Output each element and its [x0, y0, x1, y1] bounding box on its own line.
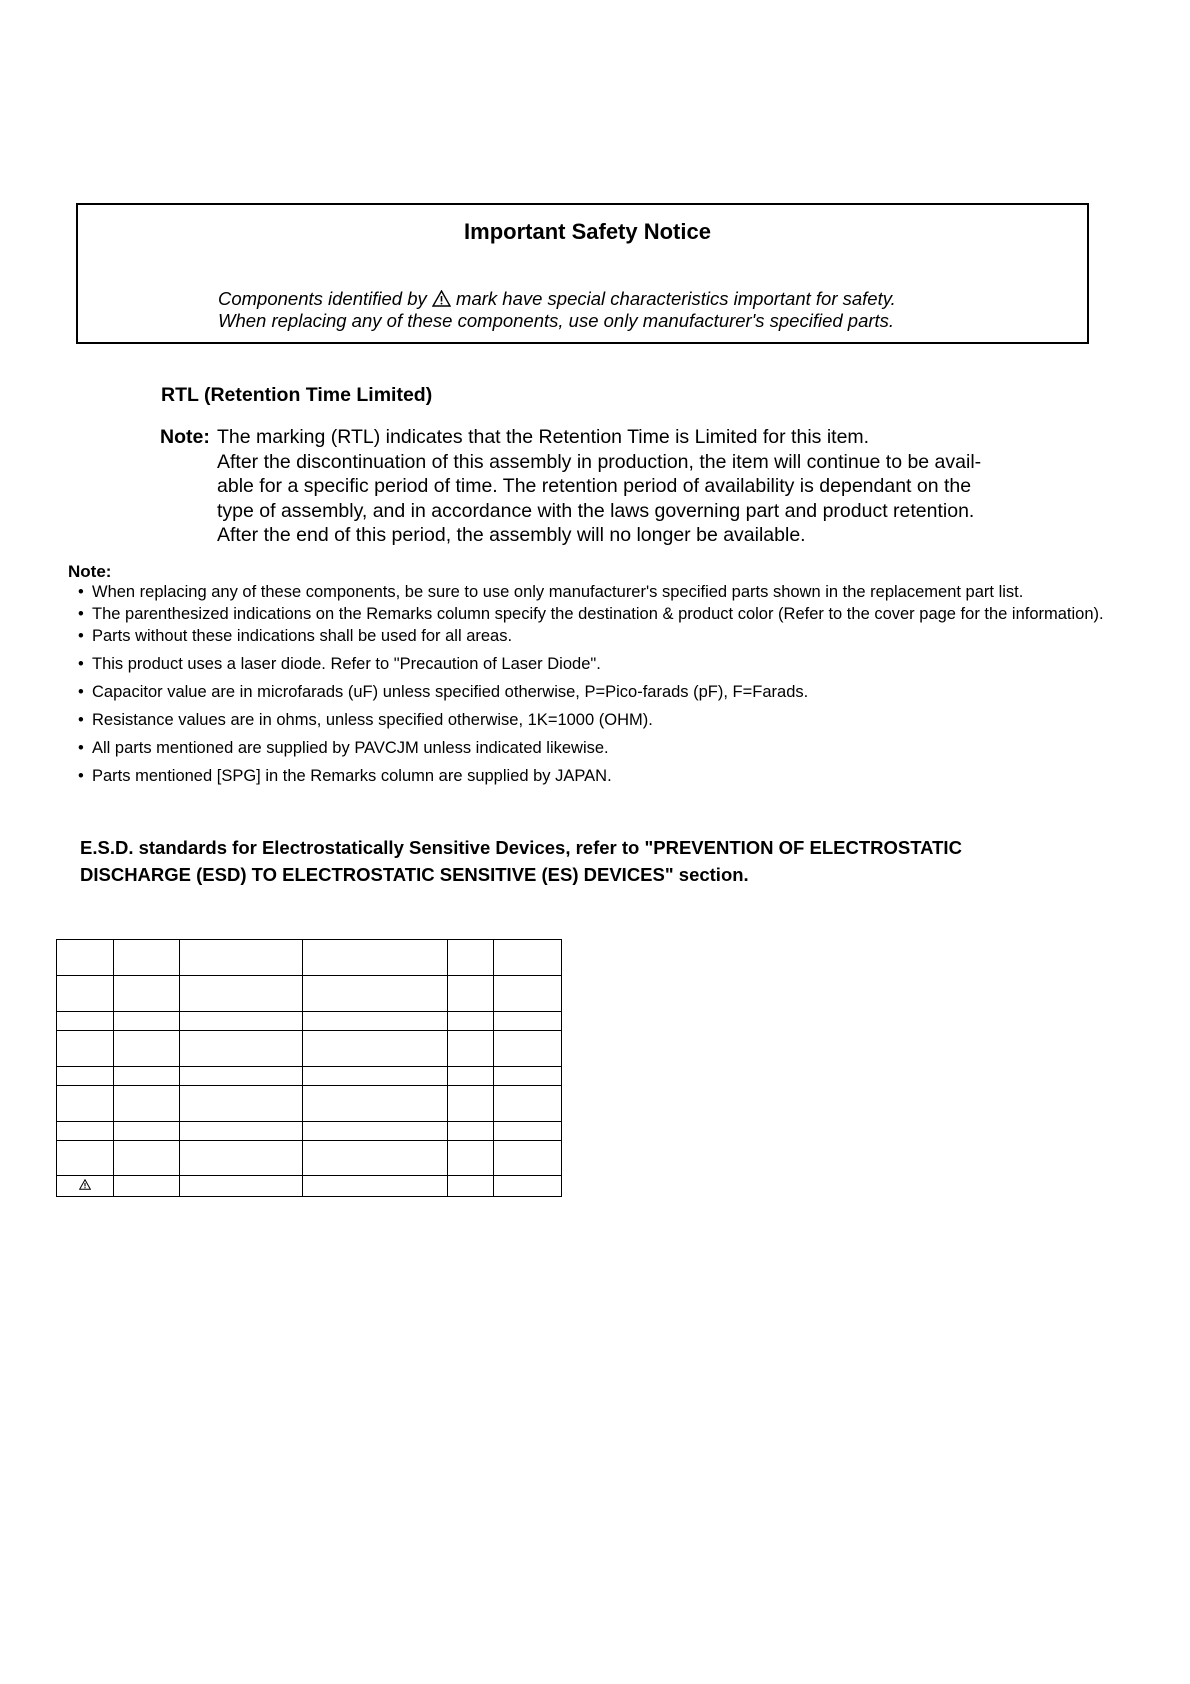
table-cell — [114, 1141, 180, 1176]
table-row — [57, 1141, 562, 1176]
safety-notice-title: Important Safety Notice — [464, 219, 711, 244]
safety-notice-line-1-end: mark have special characteristics important for safety. — [450, 288, 896, 309]
table-cell — [448, 940, 494, 976]
rtl-note-text-0: The marking (RTL) indicates that the Retention Time is Limited for this item. — [217, 426, 870, 448]
table-cell — [180, 940, 303, 976]
parts-table — [56, 939, 562, 1197]
table-cell — [114, 940, 180, 976]
table-cell — [448, 1122, 494, 1141]
table-cell — [448, 1141, 494, 1176]
list-item: • The parenthesized indications on the Remarks column specify the destination & product color (Refer to the cover page for the information). — [78, 604, 1108, 624]
table-cell — [180, 1067, 303, 1086]
table-cell — [494, 940, 562, 976]
table-cell — [448, 1086, 494, 1122]
table-cell — [448, 976, 494, 1012]
table-cell — [57, 940, 114, 976]
table-cell — [57, 976, 114, 1012]
table-cell — [494, 1122, 562, 1141]
table-cell — [494, 1086, 562, 1122]
rtl-note-line-0 — [160, 425, 1040, 450]
table-cell — [114, 1122, 180, 1141]
table-cell — [57, 1086, 114, 1122]
esd-line-1: E.S.D. standards for Electrostatically Sensitive Devices, refer to "PREVENTION OF ELECTROSTATIC — [80, 837, 962, 858]
rtl-note-line-3: type of assembly, and in accordance with the laws governing part and product retention. — [217, 499, 975, 522]
list-item: • This product uses a laser diode. Refer to "Precaution of Laser Diode". — [78, 654, 1108, 674]
warning-triangle-icon — [432, 290, 451, 311]
table-cell — [114, 1067, 180, 1086]
rtl-note-line-4: After the end of this period, the assembly will no longer be available. — [217, 524, 806, 546]
table-cell — [494, 1067, 562, 1086]
notes-list — [78, 582, 1108, 794]
table-cell — [303, 940, 448, 976]
table-cell — [303, 1067, 448, 1086]
table-cell — [180, 1176, 303, 1197]
notes-title: Note: — [68, 562, 112, 581]
table-row — [57, 1086, 562, 1122]
table-cell — [180, 1031, 303, 1067]
table-row — [57, 940, 562, 976]
table-cell — [494, 1012, 562, 1031]
table-cell — [494, 976, 562, 1012]
list-item: • Parts mentioned [SPG] in the Remarks column are supplied by JAPAN. — [78, 766, 1108, 786]
table-cell — [494, 1031, 562, 1067]
list-item: • Resistance values are in ohms, unless specified otherwise, 1K=1000 (OHM). — [78, 710, 1108, 730]
list-item: • Capacitor value are in microfarads (uF) unless specified otherwise, P=Pico-farads (pF), F=Farads. — [78, 682, 1108, 702]
rtl-note-line-1: After the discontinuation of this assembly in production, the item will continue to be avail- — [217, 450, 982, 473]
table-row — [57, 1122, 562, 1141]
table-row — [57, 1012, 562, 1031]
table-cell — [57, 1176, 114, 1197]
table-cell — [494, 1176, 562, 1197]
table-cell — [303, 1141, 448, 1176]
table-cell — [114, 1012, 180, 1031]
table-cell — [303, 1012, 448, 1031]
esd-notice — [80, 834, 1020, 888]
table-cell — [180, 1122, 303, 1141]
table-cell — [57, 1012, 114, 1031]
list-item: • When replacing any of these components, be sure to use only manufacturer's specified parts shown in the replacement part list. — [78, 582, 1108, 602]
safety-notice-line-2: When replacing any of these components, use only manufacturer's specified parts. — [218, 310, 895, 331]
table-row — [57, 1031, 562, 1067]
table-cell — [448, 1067, 494, 1086]
table-cell — [57, 1141, 114, 1176]
table-cell — [114, 1031, 180, 1067]
table-cell — [303, 1176, 448, 1197]
table-cell — [180, 976, 303, 1012]
table-row — [57, 976, 562, 1012]
safety-notice-body — [218, 289, 998, 331]
table-cell — [57, 1122, 114, 1141]
table-row — [57, 1067, 562, 1086]
table-cell — [114, 1176, 180, 1197]
rtl-note-line-2: able for a specific period of time. The retention period of availability is dependant on the — [217, 475, 972, 497]
table-cell — [57, 1067, 114, 1086]
rtl-note — [160, 425, 1040, 548]
table-cell — [114, 1086, 180, 1122]
list-item: • All parts mentioned are supplied by PAVCJM unless indicated likewise. — [78, 738, 1108, 758]
table-cell — [57, 1031, 114, 1067]
table-cell — [303, 1031, 448, 1067]
table-cell — [303, 1122, 448, 1141]
table-cell — [180, 1141, 303, 1176]
table-row — [57, 1176, 562, 1197]
table-cell — [494, 1141, 562, 1176]
safety-notice-line-1-start: Components identified by — [218, 288, 432, 309]
table-cell — [114, 976, 180, 1012]
esd-line-2: DISCHARGE (ESD) TO ELECTROSTATIC SENSITIVE (ES) DEVICES" section. — [80, 864, 749, 885]
table-cell — [448, 1176, 494, 1197]
table-cell — [303, 1086, 448, 1122]
table-cell — [448, 1012, 494, 1031]
safety-notice-line-1 — [218, 289, 998, 311]
rtl-title: RTL (Retention Time Limited) — [161, 384, 433, 406]
warning-triangle-icon — [79, 1179, 91, 1193]
table-cell — [180, 1012, 303, 1031]
table-cell — [448, 1031, 494, 1067]
list-item: • Parts without these indications shall be used for all areas. — [78, 626, 1108, 646]
safety-notice-box — [76, 203, 1089, 344]
table-cell — [180, 1086, 303, 1122]
table-cell — [303, 976, 448, 1012]
rtl-note-label: Note: — [160, 426, 210, 448]
